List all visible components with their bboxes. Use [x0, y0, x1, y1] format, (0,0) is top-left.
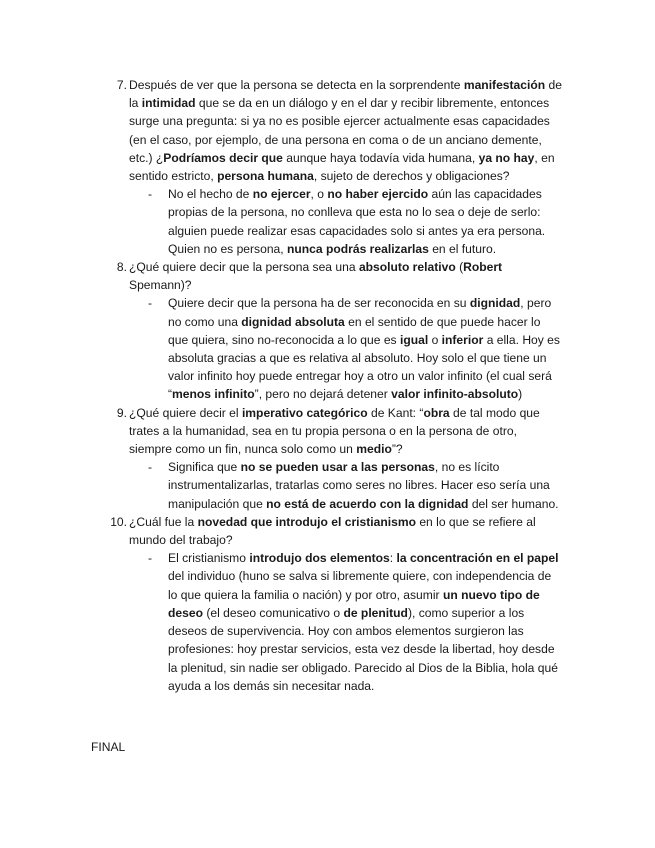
answer-text	[168, 460, 559, 510]
answer-item	[148, 549, 563, 695]
dash-bullet: -	[148, 296, 153, 311]
text-run: de la	[129, 78, 562, 111]
text-run: aunque haya todavía vida humana,	[282, 150, 479, 165]
bold-text-run: inferior	[441, 332, 484, 347]
text-run: Spemann)?	[129, 278, 192, 293]
final-label: FINAL	[91, 740, 126, 754]
text-run: a ella. Hoy es absoluta gracias a que es relativa al absoluto. Hoy solo el que tiene un valor infinito hoy puede entregar hoy a otro un valor infinito (el cual será “	[168, 332, 560, 402]
bold-text-run: menos infinito	[172, 387, 255, 402]
answer-list	[129, 185, 563, 258]
item-number: 9.	[116, 405, 127, 420]
bold-text-run: absoluto relativo	[358, 260, 456, 275]
question-text	[129, 76, 563, 185]
text-run: Después de ver que la persona se detecta en la sorprendente	[129, 78, 464, 92]
text-run: (el deseo comunicativo o	[202, 605, 344, 620]
dash-bullet: -	[148, 187, 153, 202]
bold-text-run: novedad que introdujo el cristianismo	[197, 514, 416, 529]
text-run: , o	[310, 187, 328, 202]
text-run: (	[455, 260, 464, 275]
text-run: , en sentido estricto,	[129, 150, 555, 184]
bold-text-run: Robert	[463, 260, 503, 275]
bold-text-run: igual	[399, 332, 429, 347]
bold-text-run: manifestación	[463, 78, 546, 92]
text-run: )	[518, 387, 523, 402]
text-run: , pero no como una	[168, 296, 552, 329]
answer-text	[168, 296, 560, 401]
bold-text-run: nunca podrás realizarlas	[287, 241, 429, 256]
bold-text-run: Podríamos decir que	[163, 150, 283, 165]
text-run: aún las capacidades propias de la persona, no conlleva que esta no lo sea o deje de serlo: alguien puede realizar esas capacidades solo si antes ya era persona. Quien no es persona,	[168, 187, 546, 256]
dash-bullet: -	[148, 460, 153, 475]
text-run: o	[428, 332, 442, 347]
text-run: ¿Cuál fue la	[129, 514, 198, 529]
answer-item	[148, 185, 563, 258]
answer-item	[148, 458, 563, 513]
dash-bullet: -	[148, 551, 153, 566]
bold-text-run: la concentración en el papel	[396, 551, 559, 566]
question-list	[0, 76, 655, 695]
bold-text-run: obra	[423, 405, 450, 420]
question-text	[129, 513, 563, 549]
item-number: 10.	[110, 514, 127, 529]
bold-text-run: no se pueden usar a las personas	[240, 460, 435, 475]
bold-text-run: intimidad	[141, 96, 196, 111]
text-run: ¿Qué quiere decir el	[129, 405, 242, 420]
text-run: que se da en un diálogo y en el dar y recibir libremente, entonces surge una pregunta: si ya no es posible ejercer actualmente esas capacidades (en el caso, por ejemplo, de una persona en coma o de un anciano demente, etc.) ¿	[129, 96, 550, 165]
list-item	[0, 258, 655, 404]
answer-item	[148, 294, 563, 403]
text-run: de tal modo que trates a la humanidad, sea en tu propia persona o en la persona de otro, siempre como un fin, nunca solo como un	[129, 405, 540, 457]
bold-text-run: no ejercer	[252, 187, 311, 202]
bold-text-run: un nuevo tipo de deseo	[168, 587, 540, 620]
bold-text-run: no está de acuerdo con la dignidad	[266, 496, 469, 511]
text-run: , no es lícito instrumentalizarlas, tratarlas como seres no libres. Hacer eso sería una manipulación que	[168, 460, 550, 511]
question-text	[129, 404, 563, 459]
text-run: en el futuro.	[428, 241, 497, 256]
list-item	[0, 513, 655, 695]
bold-text-run: ya no hay	[478, 150, 535, 165]
bold-text-run: valor infinito-absoluto	[391, 387, 519, 402]
text-run: en el sentido de que puede hacer lo que quiera, sino no-reconocida a lo que es	[168, 314, 541, 347]
bold-text-run: persona humana	[217, 169, 314, 184]
text-run: de Kant: “	[367, 405, 424, 420]
bold-text-run: imperativo categórico	[241, 405, 368, 420]
text-run: del individuo (huno se salva si libremente quiere, con independencia de lo que quiera la familia o nación) y por otro, asumir	[168, 569, 552, 602]
bold-text-run: introdujo dos elementos	[249, 551, 390, 566]
bold-text-run: dignidad absoluta	[241, 314, 345, 329]
bold-text-run: dignidad	[469, 296, 521, 311]
list-item	[0, 76, 655, 258]
text-run: ), como superior a los deseos de supervivencia. Hoy con ambos elementos surgieron las profesiones: hoy prestar servicios, esta vez desde la libertad, hoy desde la plenitud, sin nadie ser obligado. Parecido al Dios de la Biblia, hola qué ayuda a los demás sin necesitar nada.	[168, 605, 558, 693]
bold-text-run: de plenitud	[343, 605, 408, 620]
text-run: del ser humano.	[468, 496, 559, 511]
text-run: ¿Qué quiere decir que la persona sea una	[129, 260, 359, 275]
answer-list	[129, 549, 563, 695]
text-run: No el hecho de	[168, 187, 253, 202]
text-run: ”?	[391, 442, 403, 457]
question-text	[129, 258, 563, 294]
bold-text-run: no haber ejercido	[327, 187, 429, 202]
bold-text-run: medio	[356, 442, 392, 457]
text-run: Significa que	[168, 460, 241, 475]
item-number: 7.	[116, 78, 127, 92]
item-number: 8.	[116, 260, 127, 275]
text-run: en lo que se refiere al mundo del trabajo?	[129, 514, 536, 548]
text-run: , sujeto de derechos y obligaciones?	[313, 169, 510, 184]
answer-text	[168, 187, 545, 256]
text-run: :	[389, 551, 397, 566]
text-run: El cristianismo	[168, 551, 250, 566]
answer-text	[168, 551, 558, 692]
answer-list	[129, 294, 563, 403]
list-item	[0, 404, 655, 513]
text-run: ”, pero no dejará detener	[254, 387, 392, 402]
text-run: Quiere decir que la persona ha de ser reconocida en su	[168, 296, 470, 311]
answer-list	[129, 458, 563, 513]
